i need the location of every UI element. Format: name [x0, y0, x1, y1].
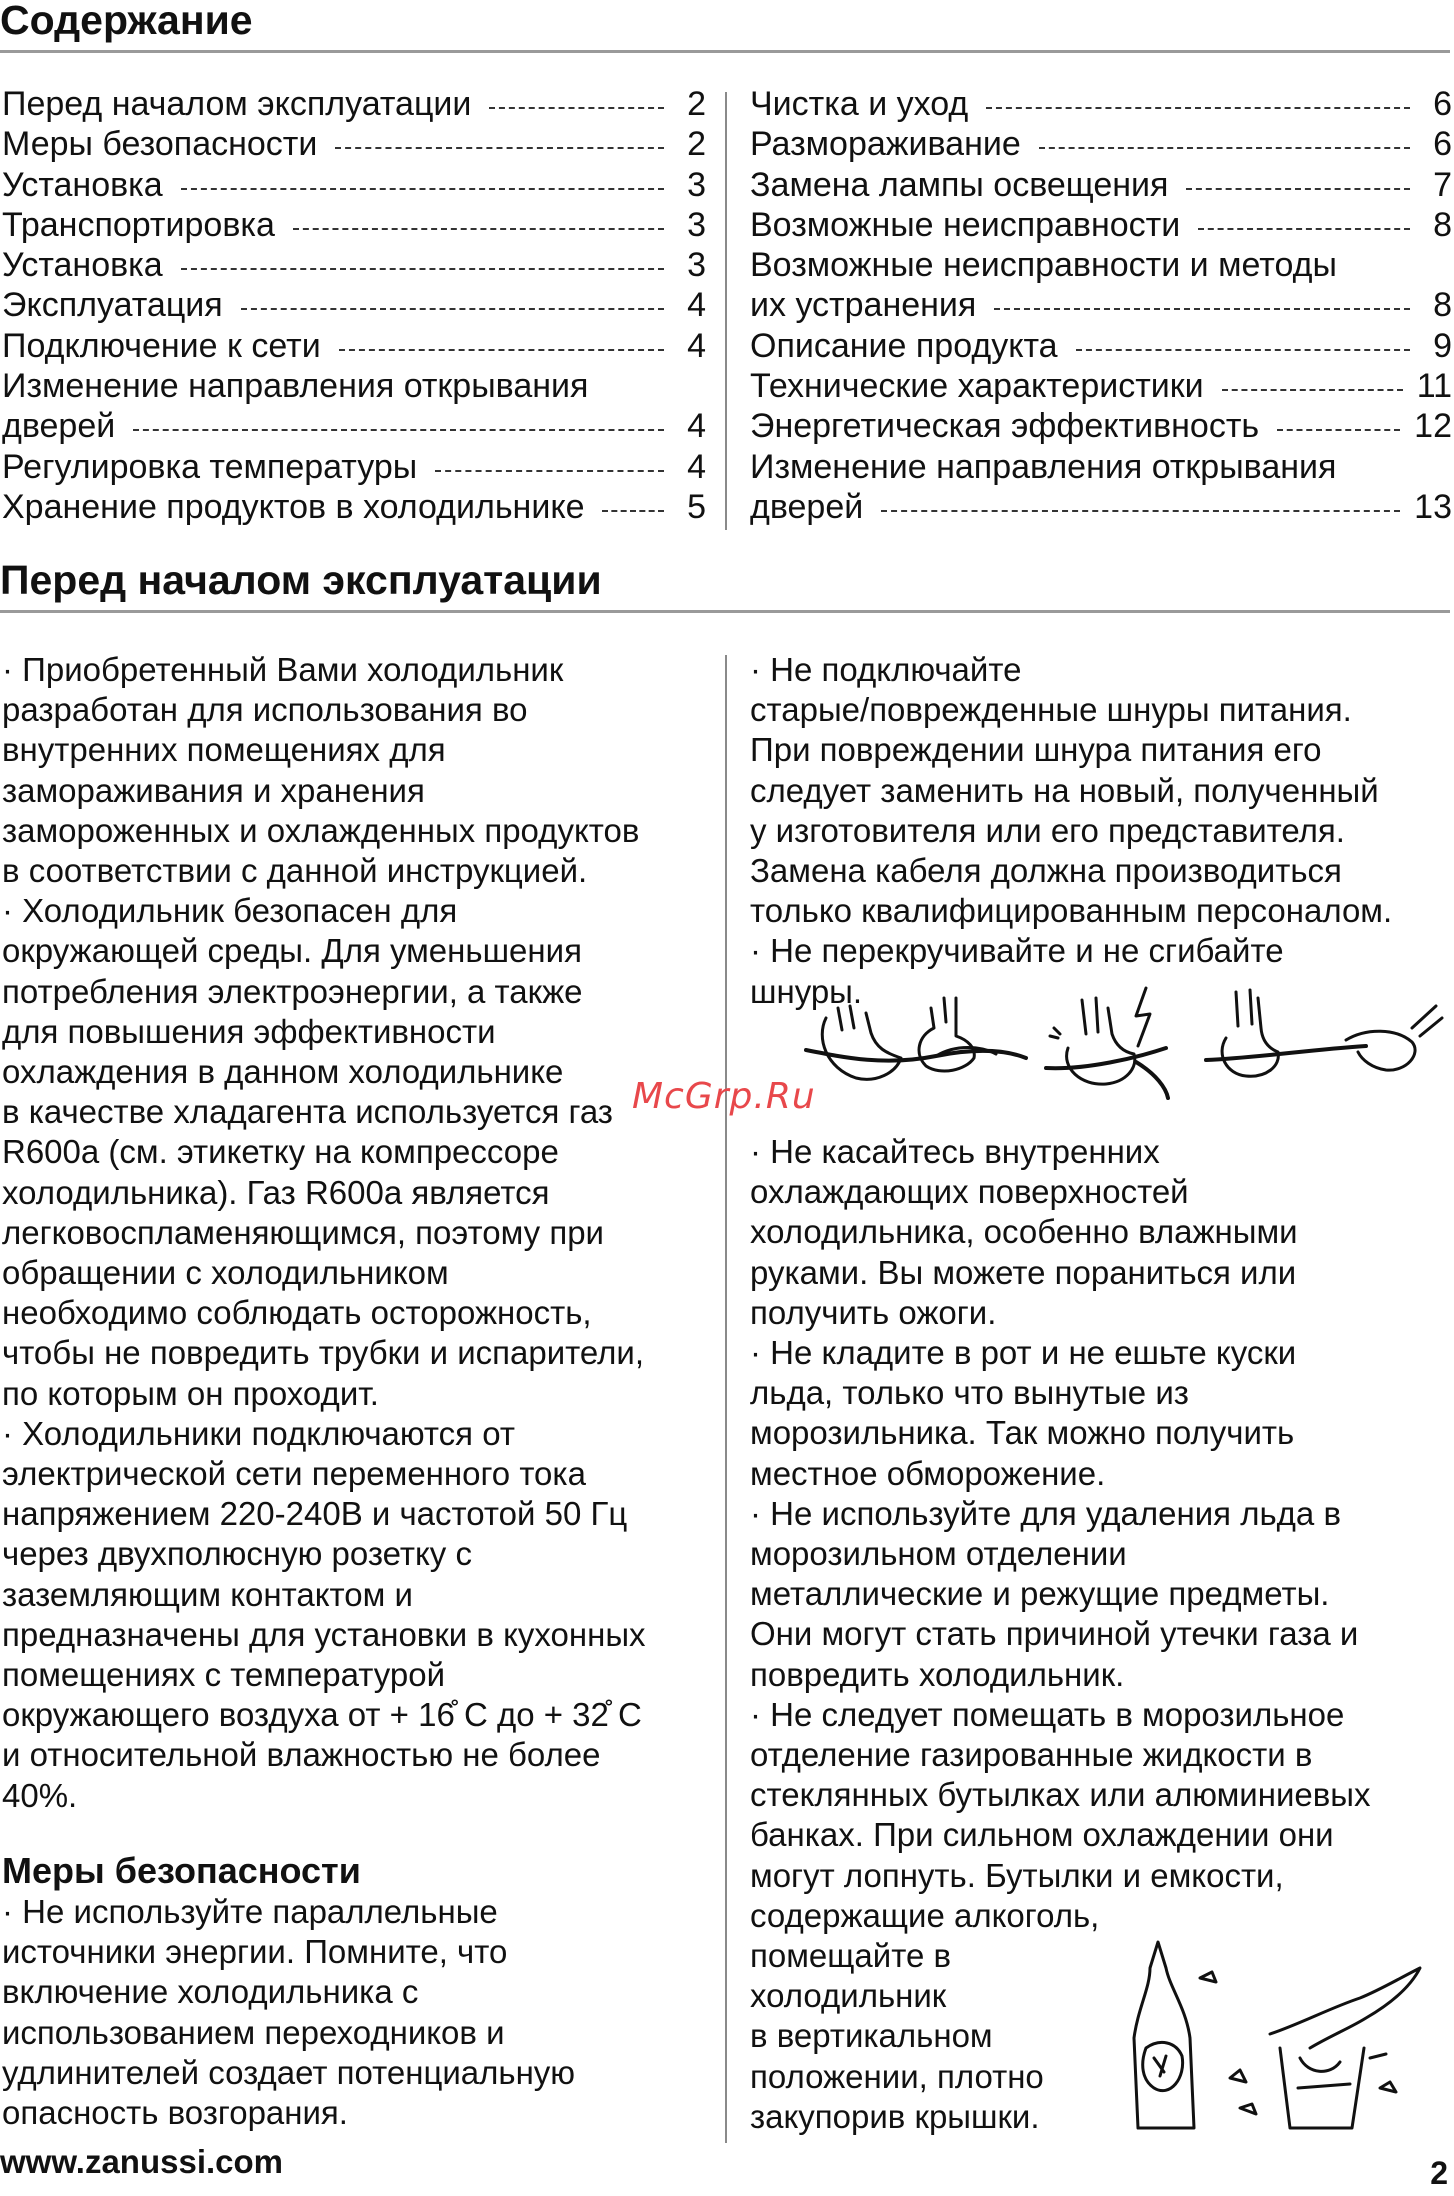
toc-entry[interactable]: Размораживание 6 [750, 125, 1452, 164]
toc-entry[interactable]: дверей 13 [750, 487, 1452, 526]
body-text-line: Они могут стать причиной утечки газа и [750, 1615, 1359, 1653]
hand-left-icon [822, 1013, 901, 1079]
body-text-line: источники энергии. Помните, что [2, 1933, 508, 1971]
body-text-line: · Не используйте для удаления льда в [750, 1494, 1341, 1532]
toc-entry[interactable]: Подключение к сети 4 [2, 326, 706, 365]
toc-entry[interactable]: Замена лампы освещения 7 [750, 165, 1452, 204]
body-text-line: металлические и режущие предметы. [750, 1575, 1330, 1613]
body-text-line: · Не используйте параллельные [2, 1892, 498, 1930]
section-heading: Перед началом эксплуатации [0, 557, 602, 603]
body-text-line: потребления электроэнергии, а также [2, 972, 583, 1010]
body-text-line: удлинителей создает потенциальную [2, 2053, 576, 2091]
body-text-line: через двухполюсную розетку с [2, 1535, 472, 1573]
toc-right-column [750, 84, 1452, 527]
toc-leader [181, 188, 664, 190]
toc-leader [1039, 147, 1410, 149]
hand-bending-icon [1067, 1008, 1135, 1084]
body-text-line: могут лопнуть. Бутылки и емкости, [750, 1856, 1284, 1894]
toc-entry[interactable]: Энергетическая эффективность 12 [750, 407, 1452, 446]
toc-heading-rule [0, 50, 1450, 53]
toc-leader [1198, 228, 1410, 230]
body-text-line: получить ожоги. [750, 1293, 997, 1331]
toc-left-column [2, 84, 706, 527]
toc-entry[interactable]: Описание продукта 9 [750, 326, 1452, 365]
safety-heading: Меры безопасности [2, 1849, 361, 1891]
cord-handling-illustration [806, 988, 1446, 1098]
body-text-line: включение холодильника с [2, 1973, 419, 2011]
toc-entry[interactable]: Хранение продуктов в холодильнике 5 [2, 487, 706, 526]
body-text-line: стеклянных бутылках или алюминиевых [750, 1776, 1371, 1814]
toc-leader [602, 510, 664, 512]
toc-entry[interactable]: их устранения 8 [750, 286, 1452, 325]
body-text-line: льда, только что вынутые из [750, 1374, 1189, 1412]
body-text-line: окружающего воздуха от + 16̊ С до + 32̊ С [2, 1696, 642, 1734]
body-text-line: необходимо соблюдать осторожность, [2, 1294, 592, 1332]
toc-leader [994, 308, 1410, 310]
toc-leader [986, 107, 1410, 109]
body-text-line: · Не перекручивайте и не сгибайте [750, 932, 1284, 970]
body-text-line: · Не подключайте [750, 651, 1022, 688]
body-text-line: замороженных и охлажденных продуктов [2, 811, 640, 849]
left-body-column [2, 650, 712, 2133]
toc-leader [489, 107, 664, 109]
body-text-line: электрической сети переменного тока [2, 1455, 586, 1493]
body-text-line: содержащие алкоголь, [750, 1896, 1100, 1934]
body-text-line: · Холодильник безопасен для [2, 892, 458, 930]
toc-entry[interactable]: Технические характеристики 11 [750, 367, 1452, 406]
toc-entry[interactable]: дверей 4 [2, 407, 706, 446]
body-text-line: в качестве хладагента используется газ [2, 1093, 613, 1131]
toc-leader [1277, 429, 1400, 431]
footer-website-link[interactable]: www.zanussi.com [0, 2143, 284, 2180]
toc-leader [293, 228, 664, 230]
body-text-line: предназначены для установки в кухонных [2, 1615, 646, 1653]
body-text-line: шнуры. [750, 972, 863, 1010]
body-text-line: · Приобретенный Вами холодильник [2, 651, 564, 688]
toc-entry[interactable]: Регулировка температуры 4 [2, 447, 706, 486]
toc-leader [1186, 188, 1410, 190]
body-text-line: по которым он проходит. [2, 1374, 379, 1412]
right-body-column-top [750, 650, 1450, 1012]
body-text-line: в соответствии с данной инструкцией. [2, 852, 588, 890]
toc-entry[interactable]: Меры безопасности 2 [2, 125, 706, 164]
body-text-line: для повышения эффективности [2, 1012, 496, 1050]
body-text-line: помещениях с температурой [2, 1656, 446, 1694]
body-text-line: 40%. [2, 1776, 78, 1814]
toc-entry[interactable]: Возможные неисправности 8 [750, 205, 1452, 244]
body-text-line: только квалифицированным персоналом. [750, 892, 1393, 930]
body-text-line: охлаждения в данном холодильнике [2, 1053, 564, 1091]
section-heading-rule [0, 610, 1450, 613]
body-text-line: повредить холодильник. [750, 1655, 1125, 1693]
toc-leader [881, 510, 1400, 512]
bottle-icon [1134, 1942, 1194, 2128]
body-text-line: у изготовителя или его представителя. [750, 811, 1345, 849]
body-text-line: отделение газированные жидкости в [750, 1736, 1313, 1774]
toc-entry[interactable]: Транспортировка 3 [2, 205, 706, 244]
body-text-line: окружающей среды. Для уменьшения [2, 932, 582, 970]
body-text-line: легковоспламеняющимся, поэтому при [2, 1213, 604, 1251]
body-text-line: морозильном отделении [750, 1535, 1127, 1573]
toc-entry[interactable]: Установка 3 [2, 165, 706, 204]
body-text-line: закупорив крышки. [750, 2097, 1040, 2135]
body-text-line: следует заменить на новый, полученный [750, 771, 1379, 809]
toc-heading: Содержание [0, 0, 253, 43]
lightning-icon [1136, 988, 1150, 1046]
toc-entry[interactable]: Перед началом эксплуатации 2 [2, 85, 706, 123]
body-text-line: руками. Вы можете пораниться или [750, 1253, 1297, 1291]
body-text-line: заземляющим контактом и [2, 1575, 413, 1613]
toc-leader [339, 349, 664, 351]
body-text-line: обращении с холодильником [2, 1254, 449, 1292]
toc-entry-line1[interactable]: Возможные неисправности и методы [750, 246, 1337, 285]
body-text-line: напряжением 220-240В и частотой 50 Гц [2, 1495, 628, 1533]
body-text-line: банках. При сильном охлаждении они [750, 1816, 1334, 1854]
toc-leader [335, 147, 664, 149]
body-text-line: разработан для использования во [2, 691, 528, 729]
toc-leader [1076, 349, 1410, 351]
body-text-line: внутренних помещениях для [2, 731, 446, 769]
body-text-line: и относительной влажностью не более [2, 1736, 601, 1774]
toc-leader [435, 470, 664, 472]
body-text-line: R600a (см. этикетку на компрессоре [2, 1133, 559, 1171]
body-text-line: · Не кладите в рот и не ешьте куски [750, 1334, 1297, 1372]
body-text-line: холодильника). Газ R600a является [2, 1173, 550, 1211]
toc-entry-line1[interactable]: Изменение направления открывания [750, 447, 1337, 486]
body-text-line: При повреждении шнура питания его [750, 731, 1322, 769]
toc-entry[interactable]: Установка 3 [2, 246, 706, 285]
toc-entry-line1[interactable]: Изменение направления открывания [2, 367, 589, 406]
body-text-line: замораживания и хранения [2, 771, 425, 809]
toc-leader [1222, 389, 1403, 391]
toc-entry[interactable]: Чистка и уход 6 [750, 85, 1452, 123]
toc-leader [181, 268, 664, 270]
body-text-line: холодильника, особенно влажными [750, 1213, 1298, 1251]
body-text-line: чтобы не повредить трубки и испарители, [2, 1334, 645, 1372]
toc-column-divider [725, 92, 727, 530]
body-text-line: местное обморожение. [750, 1454, 1106, 1492]
toc-entry[interactable]: Эксплуатация 4 [2, 286, 706, 325]
broken-bottles-illustration [1130, 1938, 1430, 2138]
body-text-line: положении, плотно [750, 2057, 1044, 2095]
toc-leader [133, 429, 664, 431]
watermark: McGrp.Ru [632, 1076, 816, 1117]
body-text-line: использованием переходников и [2, 2013, 505, 2051]
body-text-line: · Не следует помещать в морозильное [750, 1695, 1345, 1733]
body-text-line: в вертикальном [750, 2017, 993, 2055]
hand-gripping-icon [1346, 1031, 1415, 1070]
body-text-line: · Холодильники подключаются от [2, 1414, 515, 1452]
body-text-line: Замена кабеля должна производиться [750, 852, 1342, 890]
body-text-line: холодильник [750, 1977, 947, 2015]
body-text-line: морозильника. Так можно получить [750, 1414, 1295, 1452]
body-column-divider [725, 655, 727, 2143]
body-text-line: опасность возгорания. [2, 2093, 348, 2131]
page-number: 2 [1430, 2155, 1448, 2191]
body-text-line: · Не касайтесь внутренних [750, 1133, 1160, 1170]
body-text-line: помещайте в [750, 1937, 951, 1975]
glass-icon [1280, 2048, 1364, 2128]
body-text-line: старые/поврежденные шнуры питания. [750, 691, 1352, 729]
toc-leader [241, 308, 664, 310]
body-text-line: охлаждающих поверхностей [750, 1173, 1189, 1211]
